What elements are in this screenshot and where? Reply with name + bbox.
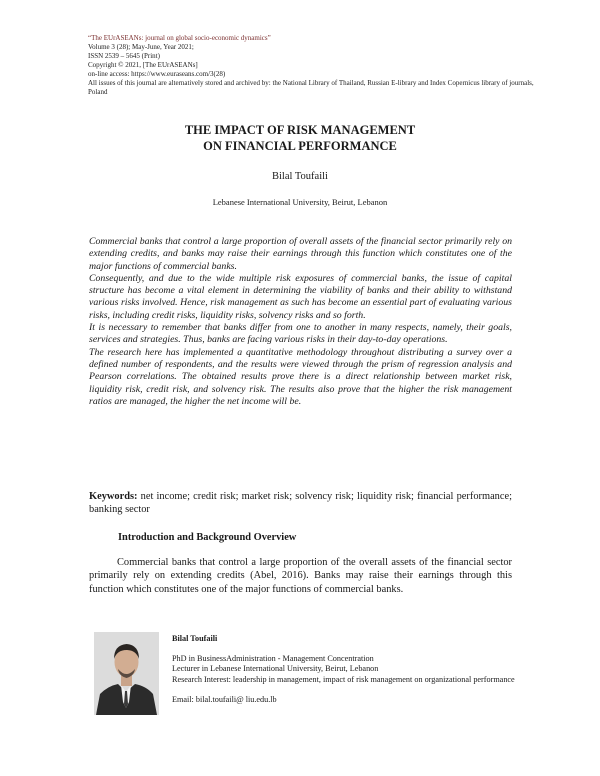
author-photo	[94, 632, 159, 715]
journal-name: “The EUrASEANs: journal on global socio-economic dynamics”	[88, 34, 271, 42]
abstract	[89, 236, 512, 408]
keywords-text: net income; credit risk; market risk; solvency risk; liquidity risk; financial performance; banking sector	[89, 491, 512, 515]
paper-title	[90, 122, 510, 154]
abstract-paragraph: The research here has implemented a quantitative methodology throughout distributing a survey over a defined number of respondents, and the results were viewed through the prism of regression analysis and Pearson correlations. The obtained results prove there is a direct relationship between market risk, liquidity risk, credit risk, and solvency risk. The results also prove that the higher the risk management ratios are managed, the higher the net income will be.	[89, 346, 512, 407]
online-access: on-line access: https://www.euraseans.com/3(28)	[88, 70, 226, 78]
bio-name: Bilal Toufaili	[172, 634, 218, 643]
author-portrait-image	[94, 632, 159, 715]
author-bio	[172, 634, 542, 705]
abstract-paragraph: It is necessary to remember that banks differ from one to another in many respects, namely, their goals, services and strategies. Thus, banks are facing various risks in their day-to-day operations.	[89, 322, 512, 346]
intro-paragraph: Commercial banks that control a large proportion of the overall assets of the financial sector primarily rely on extending credits (Abel, 2016). Banks may raise their earnings through this function which constitutes one of the major functions of commercial banks.	[89, 557, 512, 595]
paper-title-line-1: THE IMPACT OF RISK MANAGEMENT	[184, 123, 416, 137]
archive-info: All issues of this journal are alternatively stored and archived by: the National Library of Thailand, Russian E-library and Index Copernicus library of journals, Poland	[88, 79, 534, 96]
author-name: Bilal Toufaili	[272, 171, 328, 182]
journal-header	[88, 34, 548, 97]
bio-email: Email: bilal.toufaili@ liu.edu.lb	[172, 694, 277, 704]
bio-line: Lecturer in Lebanese International University, Beirut, Lebanon	[172, 664, 379, 674]
keywords	[89, 490, 512, 516]
volume-info: Volume 3 (28); May-June, Year 2021;	[88, 43, 194, 51]
copyright-info: Copyright © 2021, [The EUrASEANs]	[88, 61, 198, 69]
keywords-label: Keywords:	[89, 491, 138, 502]
bio-line: PhD in BusinessAdministration - Management Concentration	[172, 654, 374, 664]
bio-line: Research Interest: leadership in management, impact of risk management on organizational performance	[172, 674, 515, 684]
abstract-paragraph: Consequently, and due to the wide multiple risk exposures of commercial banks, the issue of capital structure has become a vital element in determining the viability of banks and their ability to withstand various risks involved. Hence, risk management as such has become an essential part of evaluating various risks, including credit risks, liquidity risks, solvency risks and so forth.	[89, 272, 512, 321]
paper-title-line-2: ON FINANCIAL PERFORMANCE	[203, 139, 397, 153]
section-heading: Introduction and Background Overview	[118, 532, 297, 543]
issn-info: ISSN 2539 – 5645 (Print)	[88, 52, 160, 60]
abstract-paragraph: Commercial banks that control a large proportion of overall assets of the financial sector primarily rely on extending credits, and banks may raise their earnings through this function which constitutes one of the major functions of commercial banks.	[89, 236, 512, 272]
author-affiliation: Lebanese International University, Beirut, Lebanon	[212, 197, 388, 207]
